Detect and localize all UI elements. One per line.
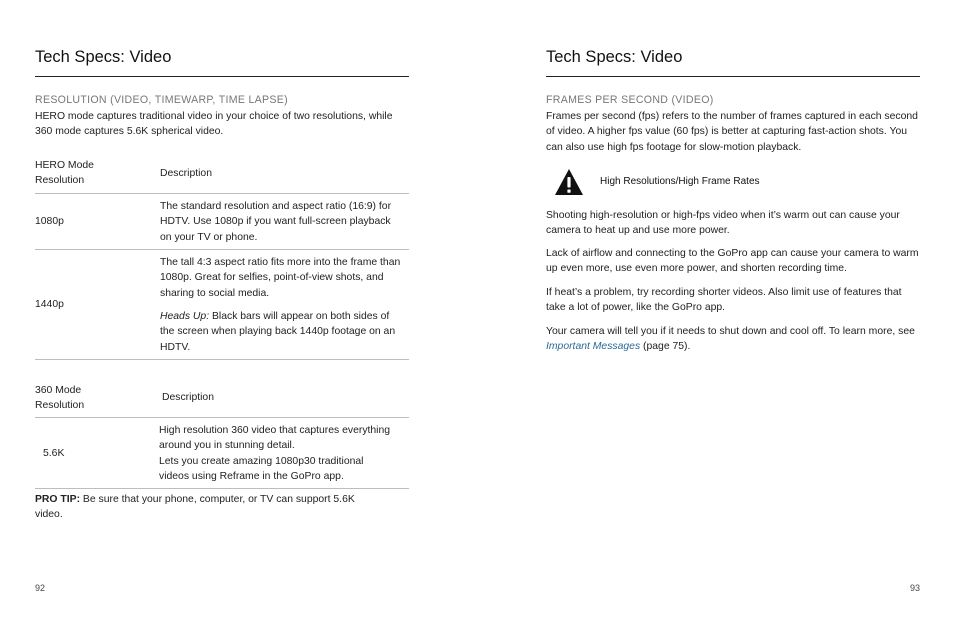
warning-triangle-icon [554,168,584,196]
important-messages-link[interactable]: Important Messages [546,341,641,353]
body-paragraph: Lack of airflow and connecting to the GoPro app can cause your camera to warm up even more, use even more power, and shorten recording time. [546,248,919,275]
page-number: 93 [909,583,920,593]
pro-tip-text: Be sure that your phone, computer, or TV can support 5.6K video. [35,494,355,521]
table-divider [35,359,409,360]
body-paragraph: If heat’s a problem, try recording shorter videos. Also limit use of features that take a lot of power, like the GoPro app. [546,287,902,314]
table-row-resolution: 5.6K [43,448,65,459]
title-rule [35,76,409,77]
heads-up-text: Black bars will appear on both sides of the screen when playing back 1440p footage on an HDTV. [160,311,396,353]
body-paragraph [546,324,920,355]
table-divider [35,193,409,194]
table-row-description: The standard resolution and aspect ratio (16:9) for HDTV. Use 1080p if you want full-screen playback on your TV or phone. [160,201,392,243]
section-heading: RESOLUTION (VIDEO, TIMEWARP, TIME LAPSE) [35,94,288,106]
table-header-description: Description [162,392,214,403]
pro-tip-label: PRO TIP: [35,494,81,505]
table-row-description: The tall 4:3 aspect ratio fits more into the frame than 1080p. Great for selfies, point-of-view shots, and sharing to social media. [160,257,401,299]
body-text: Your camera will tell you if it needs to shut down and cool off. To learn more, see [546,326,915,337]
table-divider [35,249,409,250]
pro-tip [35,492,375,523]
table-divider [35,488,409,489]
body-paragraph: Shooting high-resolution or high-fps video when it’s warm out can cause your camera to heat up and use more power. [546,210,900,237]
section-heading: FRAMES PER SECOND (VIDEO) [546,94,714,106]
left-page [35,0,409,618]
body-text: (page 75). [640,341,691,353]
table-row-description: High resolution 360 video that captures everything around you in stunning detail. [159,425,391,452]
intro-paragraph: Frames per second (fps) refers to the number of frames captured in each second of video. A higher fps value (60 fps) is better at capturing fast-action shots. You can also use high fps footage for slow-motion playback. [546,111,918,153]
title-rule [546,76,920,77]
table-divider [35,417,409,418]
intro-paragraph: HERO mode captures traditional video in your choice of two resolutions, while 360 mode captures 5.6K spherical video. [35,111,393,138]
table-header-resolution: HERO Mode Resolution [35,160,94,187]
page-title: Tech Specs: Video [35,48,172,66]
table-row-resolution: 1440p [35,299,64,310]
table-row-description: Lets you create amazing 1080p30 traditional videos using Reframe in the GoPro app. [159,456,364,483]
warning-title: High Resolutions/High Frame Rates [600,176,760,187]
heads-up-label: Heads Up: [160,311,210,322]
right-page [546,0,920,618]
page-number: 92 [35,583,46,593]
table-row-resolution: 1080p [35,216,64,227]
table-header-resolution: 360 Mode Resolution [35,385,85,412]
heads-up-note [160,309,404,355]
table-header-description: Description [160,168,212,179]
page-title: Tech Specs: Video [546,48,683,66]
